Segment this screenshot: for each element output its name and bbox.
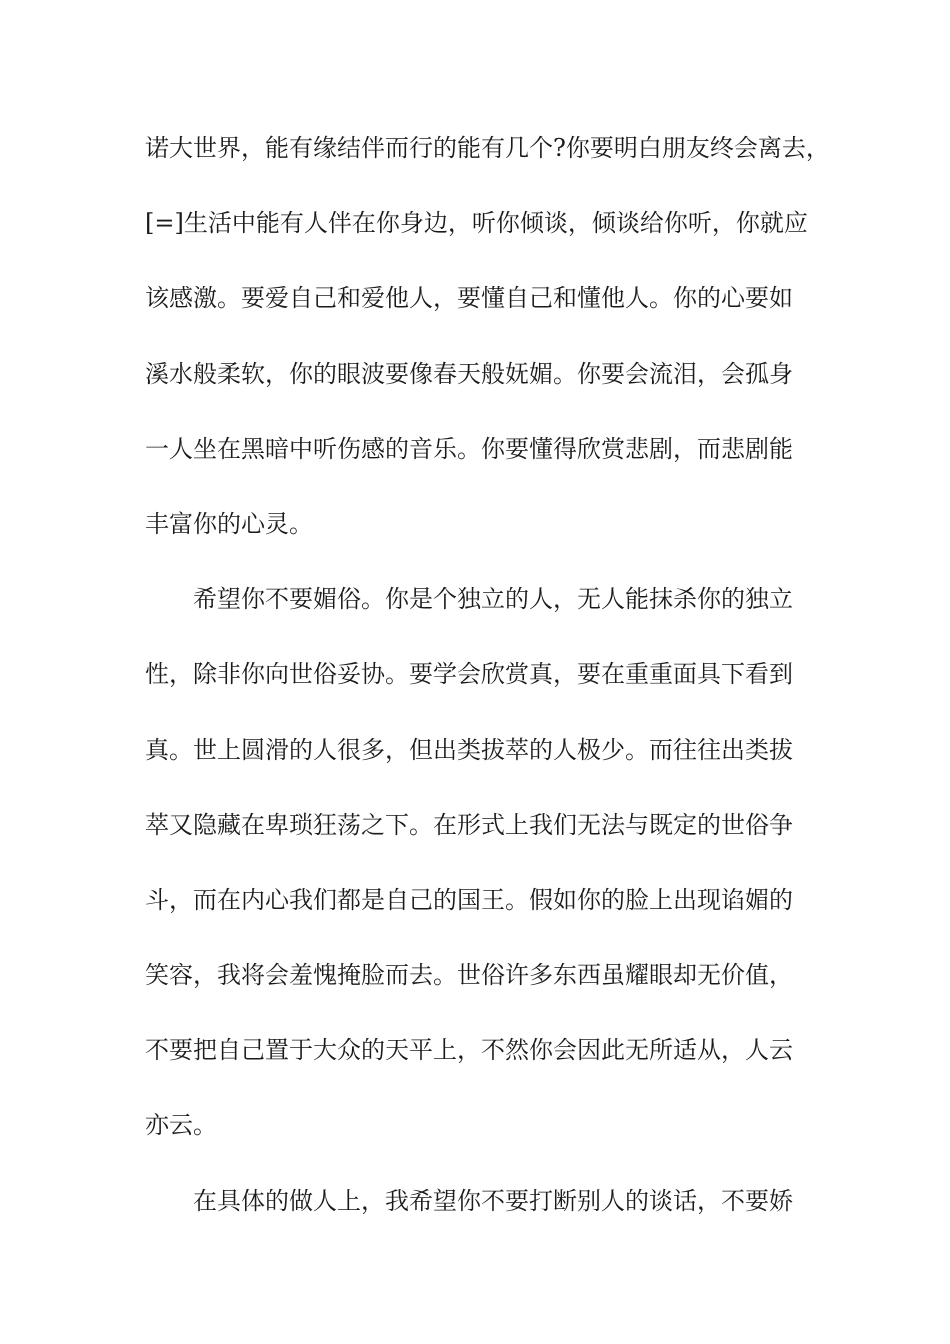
text-line: 丰富你的心灵。 xyxy=(145,509,313,538)
text-line: 诺大世界，能有缘结伴而行的能有几个?你要明白朋友终会离去， xyxy=(145,134,830,162)
text-line: 萃又隐藏在卑琐狂荡之下。在形式上我们无法与既定的世俗争 xyxy=(145,810,793,839)
text-line-first: 希望你不要媚俗。你是个独立的人，无人能抹杀你的独立 xyxy=(193,585,793,614)
text-line-first: 在具体的做人上，我希望你不要打断别人的谈话，不要娇 xyxy=(193,1186,793,1215)
text-line: [=]生活中能有人伴在你身边，听你倾谈，倾谈给你听，你就应 xyxy=(145,209,808,238)
text-line: 该感激。要爱自己和爱他人，要懂自己和懂他人。你的心要如 xyxy=(145,284,793,313)
document-body xyxy=(145,123,835,1251)
text-line: 笑容，我将会羞愧掩脸而去。世俗许多东西虽耀眼却无价值， xyxy=(145,961,793,990)
paragraph-2 xyxy=(145,574,835,1176)
paragraph-3 xyxy=(145,1176,835,1251)
text-line: 性，除非你向世俗妥协。要学会欣赏真，要在重重面具下看到 xyxy=(145,660,793,689)
text-line: 溪水般柔软，你的眼波要像春天般妩媚。你要会流泪，会孤身 xyxy=(145,359,793,388)
text-line: 亦云。 xyxy=(145,1111,217,1140)
text-line: 不要把自己置于大众的天平上，不然你会因此无所适从，人云 xyxy=(145,1036,793,1065)
text-line: 一人坐在黑暗中听伤感的音乐。你要懂得欣赏悲剧，而悲剧能 xyxy=(145,434,793,463)
paragraph-1 xyxy=(145,123,835,574)
text-line: 真。世上圆滑的人很多，但出类拔萃的人极少。而往往出类拔 xyxy=(145,735,793,764)
text-line: 斗，而在内心我们都是自己的国王。假如你的脸上出现谄媚的 xyxy=(145,885,793,914)
